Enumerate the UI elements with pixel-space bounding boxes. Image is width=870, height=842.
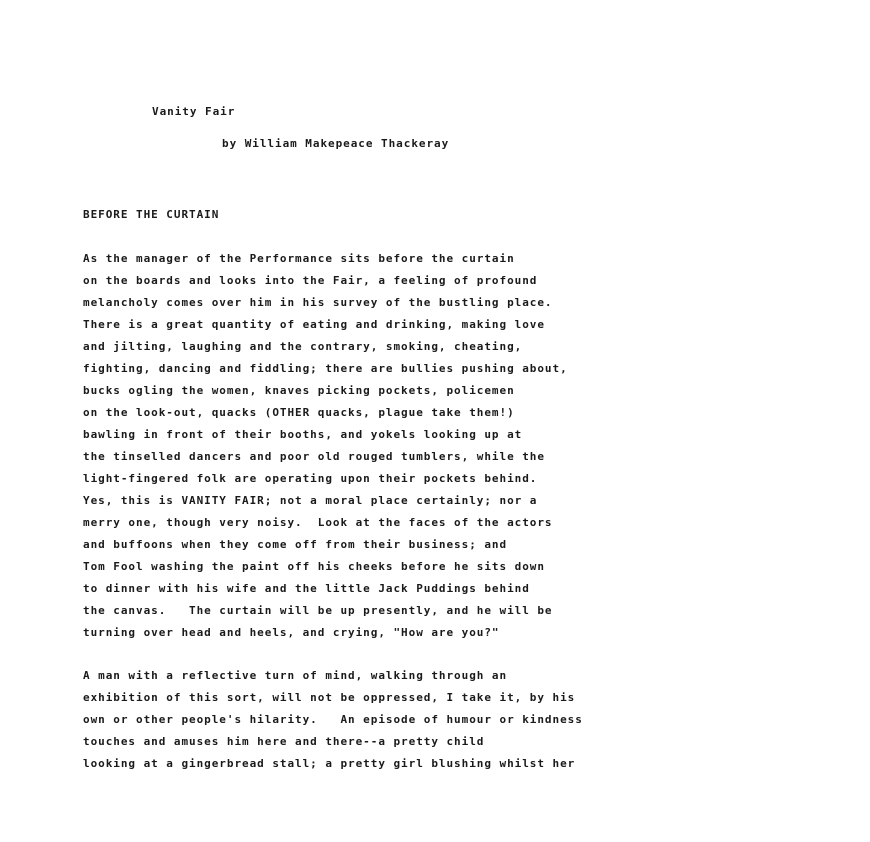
section-heading: BEFORE THE CURTAIN	[83, 208, 220, 221]
text-line: light-fingered folk are operating upon their pockets behind.	[83, 472, 538, 485]
text-line: on the look-out, quacks (OTHER quacks, plague take them!)	[83, 406, 515, 419]
text-line: merry one, though very noisy. Look at the faces of the actors	[83, 516, 553, 529]
document-title: Vanity Fair	[152, 105, 236, 118]
text-line: own or other people's hilarity. An episode of humour or kindness	[83, 713, 583, 726]
text-line: and jilting, laughing and the contrary, smoking, cheating,	[83, 340, 523, 353]
text-line: and buffoons when they come off from their business; and	[83, 538, 508, 551]
text-line: to dinner with his wife and the little Jack Puddings behind	[83, 582, 530, 595]
text-line: the canvas. The curtain will be up presently, and he will be	[83, 604, 553, 617]
text-line: the tinselled dancers and poor old rouged tumblers, while the	[83, 450, 545, 463]
text-line: fighting, dancing and fiddling; there are bullies pushing about,	[83, 362, 568, 375]
text-line: touches and amuses him here and there--a pretty child	[83, 735, 485, 748]
text-line: looking at a gingerbread stall; a pretty girl blushing whilst her	[83, 757, 576, 770]
text-line: on the boards and looks into the Fair, a feeling of profound	[83, 274, 538, 287]
text-line: bawling in front of their booths, and yokels looking up at	[83, 428, 523, 441]
text-line: As the manager of the Performance sits before the curtain	[83, 252, 515, 265]
text-line: Yes, this is VANITY FAIR; not a moral place certainly; nor a	[83, 494, 538, 507]
text-line: melancholy comes over him in his survey of the bustling place.	[83, 296, 553, 309]
text-line: bucks ogling the women, knaves picking pockets, policemen	[83, 384, 515, 397]
text-line: There is a great quantity of eating and drinking, making love	[83, 318, 545, 331]
text-line: Tom Fool washing the paint off his cheeks before he sits down	[83, 560, 545, 573]
text-line: turning over head and heels, and crying, "How are you?"	[83, 626, 500, 639]
text-line: exhibition of this sort, will not be oppressed, I take it, by his	[83, 691, 576, 704]
text-line: A man with a reflective turn of mind, walking through an	[83, 669, 508, 682]
document-author: by William Makepeace Thackeray	[222, 137, 450, 150]
